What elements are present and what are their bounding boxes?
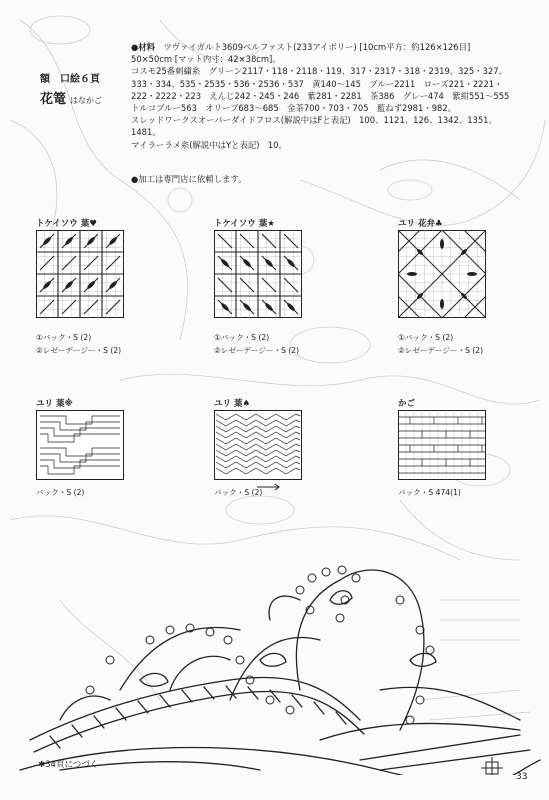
materials-label: ●材料	[131, 42, 156, 52]
pattern-captions	[398, 486, 461, 499]
stitch-caption: ①バック・S (2)	[214, 333, 270, 342]
materials-line: 50×50cm [マット内寸：42×38cm]。	[131, 54, 281, 65]
reference-label: 口絵６頁	[60, 74, 100, 85]
artwork-header	[40, 70, 102, 107]
continue-note	[38, 758, 98, 770]
continue-text: 34頁につづく	[45, 760, 99, 770]
stitch-caption: ②レゼーデージー・S (2)	[214, 346, 300, 355]
category-label: 額	[40, 74, 50, 85]
pattern-diagram-lily-petal	[398, 230, 486, 318]
materials-line: ツヴァイガルト3609ベルファスト(233アイボリー) [10cm平方：約126×126目]	[163, 42, 471, 52]
artwork-title: 花篭	[40, 92, 67, 107]
pattern-captions	[398, 331, 483, 357]
artwork-reading: はなかご	[70, 96, 103, 105]
pattern-diagram-lily-leaf-2	[214, 410, 302, 480]
materials-line: トルコブルー563 オリーブ683〜685 金茶700・703・705 藍ねず2981・982。	[131, 103, 457, 114]
materials-line: コスモ25番刺繍糸 グリーン2117・118・2118・119、317・2317・318・2319、325・327、	[131, 66, 507, 77]
materials-line: 333・334、535・2535・536・2536・537 黄140〜145 ブルー2211 ローズ221・2221・	[131, 78, 503, 89]
pattern-diagram-lily-leaf-1	[36, 410, 124, 480]
floral-basket-illustration	[0, 560, 549, 775]
pattern-diagram-leaf-star	[214, 230, 302, 318]
pattern-title: かご	[398, 399, 416, 409]
materials-line: 222・2222・223 えんじ242・245・246 紫281・2281 茶386 グレー474 紫紺551〜555	[131, 90, 510, 101]
materials-line: 1481。	[131, 127, 161, 138]
pattern-diagram-leaf-heart	[36, 230, 124, 318]
pattern-title: トケイソウ 葉★	[214, 219, 275, 229]
stitch-caption: バック・S 474(1)	[398, 488, 461, 497]
pattern-diagram-basket	[398, 410, 486, 480]
materials-line: スレッドワークスオーバーダイドフロス(解説中はFと表記) 100、1121、126、1342、1351、	[131, 115, 497, 126]
pattern-title: トケイソウ 葉♥	[36, 219, 97, 229]
stitch-caption: ②レゼーデージー・S (2)	[398, 346, 484, 355]
pattern-captions	[36, 486, 84, 499]
stitch-caption: バック・S (2)	[36, 488, 85, 497]
pattern-captions	[214, 331, 299, 357]
pattern-captions	[36, 331, 121, 357]
stitch-caption: ①バック・S (2)	[36, 333, 92, 342]
pattern-captions	[214, 486, 262, 499]
materials-line: マイラーラメ糸(解説中はYと表記) 10。	[131, 139, 287, 150]
page-number: 33	[516, 772, 528, 782]
stitch-caption: バック・S (2)	[214, 488, 263, 497]
pattern-title: ユリ 葉※	[36, 399, 73, 409]
asterisk-icon: ✱	[38, 760, 46, 770]
pattern-title: ユリ 花弁♣	[398, 219, 443, 229]
materials-list	[131, 41, 531, 151]
pattern-title: ユリ 葉♠	[214, 399, 251, 409]
stitch-caption: ②レゼーデージー・S (2)	[36, 346, 122, 355]
stitch-caption: ①バック・S (2)	[398, 333, 454, 342]
processing-note: ●加工は専門店に依頼します。	[131, 174, 247, 184]
